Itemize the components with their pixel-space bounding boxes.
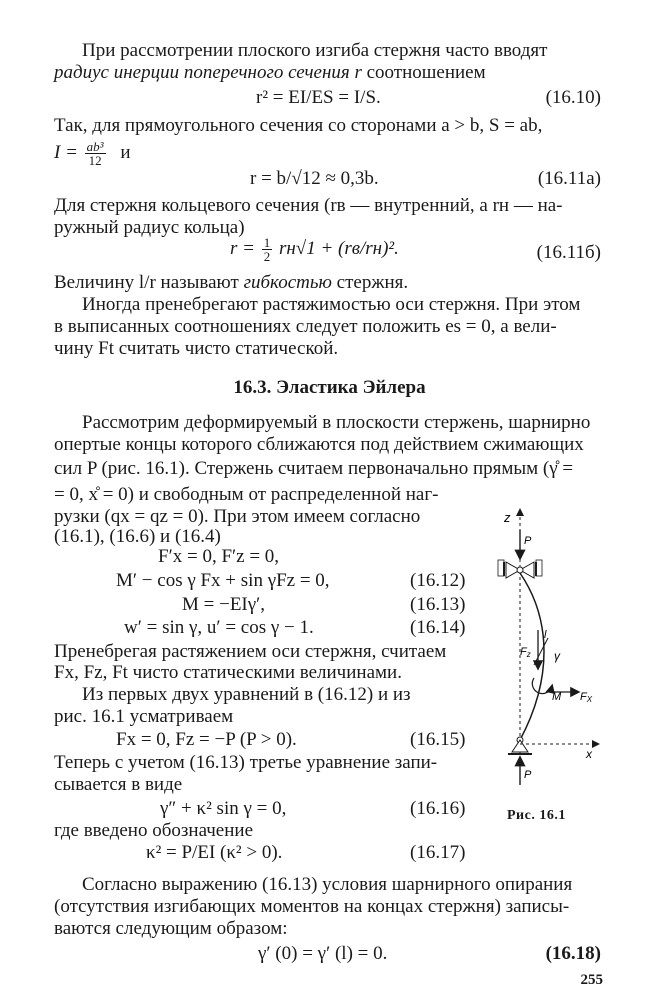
para10-line1: Согласно выражению (16.13) условия шарнирного опирания	[82, 874, 573, 895]
para2-line2	[54, 140, 130, 166]
fraction-ab3-12	[85, 140, 106, 167]
para5-line1: Иногда пренебрегают растяжимостью оси стержня. При этом	[82, 294, 581, 315]
para4-line	[54, 272, 408, 294]
para1-line2-rest: соотношением	[361, 62, 486, 83]
para4-post: стержня.	[331, 272, 409, 293]
top-hinge-pin	[517, 567, 523, 573]
fraction-numerator: 1	[263, 235, 271, 250]
para4-pre: Величину l/r называют	[54, 272, 244, 293]
section-heading: 16.3. Эластика Эйлера	[233, 377, 426, 398]
bottom-force-label: P	[524, 769, 532, 781]
para7-line2: Fx, Fz, Ft чисто статическими величинами.	[54, 662, 402, 683]
para9-line1: где введено обозначение	[54, 820, 253, 841]
para6-line4: = 0, x̊ = 0) и свободным от распределенной наг-	[54, 484, 439, 505]
bottom-support	[512, 740, 528, 752]
z-axis-label: z	[504, 510, 511, 525]
equation-number-16-15: (16.15)	[410, 729, 466, 750]
para6-line5: рузки (qx = qz = 0). При этом имеем согласно	[54, 506, 421, 527]
figure-16-1	[490, 500, 610, 800]
para7-line1: Пренебрегая растяжением оси стержня, считаем	[54, 641, 447, 662]
para8-line2: сывается в виде	[54, 774, 183, 795]
para6-line1: Рассмотрим деформируемый в плоскости стержень, шарнирно	[82, 412, 591, 433]
equation-number-16-18: (16.18)	[545, 943, 601, 964]
para6-line3: сил P (рис. 16.1). Стержень считаем первоначально прямым (γ̊ =	[54, 458, 574, 479]
equation-number-16-11a: (16.11а)	[537, 168, 601, 189]
term-slenderness: гибкостью	[243, 272, 332, 293]
equation-derivatives: F′x = 0, F′z = 0,	[158, 546, 280, 567]
top-force-label: P	[524, 535, 532, 547]
para3-line1: Для стержня кольцевого сечения (rв — внутренний, а rн — на-	[54, 195, 563, 216]
eq-11b-lhs: r =	[230, 237, 255, 259]
para2-line1: Так, для прямоугольного сечения со сторонами a > b, S = ab,	[54, 115, 543, 136]
para7-line4: рис. 16.1 усматриваем	[54, 706, 234, 727]
para7-line3: Из первых двух уравнений в (16.12) и из	[82, 684, 411, 705]
para6-line6: (16.1), (16.6) и (16.4)	[54, 526, 221, 547]
page-number: 255	[580, 972, 603, 988]
fraction-denominator: 2	[263, 249, 271, 264]
fraction-numerator: ab³	[86, 139, 104, 154]
length-label: l	[544, 629, 547, 641]
fx-label: FX	[580, 691, 593, 704]
equation-16-15: Fx = 0, Fz = −P (P > 0).	[116, 729, 297, 750]
equation-16-11a: r = b/√12 ≈ 0,3b.	[250, 168, 379, 189]
para10-line3: ваются следующим образом:	[54, 918, 288, 939]
eq-11b-rhs: rн√1 + (rв/rн)².	[278, 237, 399, 259]
equation-number-16-17: (16.17)	[410, 842, 466, 863]
para2-and: и	[120, 141, 131, 163]
para8-line1: Теперь с учетом (16.13) третье уравнение запи-	[54, 752, 438, 773]
equation-number-16-14: (16.14)	[410, 617, 466, 638]
gamma-label: γ	[554, 649, 560, 663]
para3-line2: ружный радиус кольца)	[54, 217, 245, 238]
para1-line2	[54, 62, 486, 84]
equation-16-11b	[230, 236, 399, 266]
x-axis-label: x	[586, 747, 592, 761]
equation-16-16: γ″ + κ² sin γ = 0,	[160, 798, 287, 819]
equation-16-13: M = −EIγ′,	[182, 594, 266, 615]
term-radius-of-gyration: радиус инерции поперечного сечения r	[54, 62, 362, 83]
para10-line2: (отсутствия изгибающих моментов на концах стержня) записы-	[54, 896, 570, 917]
fz-label: Fz	[520, 646, 531, 659]
fraction-one-half	[262, 236, 273, 263]
para5-line3: чину Ft считать чисто статической.	[54, 338, 339, 359]
fraction-denominator: 12	[88, 153, 102, 168]
para1-line1: При рассмотрении плоского изгиба стержня часто вводят	[82, 40, 548, 61]
para2-i-lhs: I =	[54, 141, 78, 163]
tangent-line	[534, 638, 548, 665]
equation-16-14: w′ = sin γ, u′ = cos γ − 1.	[124, 617, 314, 638]
para5-line2: в выписанных соотношениях следует положить es = 0, а вели-	[54, 316, 557, 337]
equation-16-17: κ² = P/EI (κ² > 0).	[146, 842, 283, 863]
equation-number-16-16: (16.16)	[410, 798, 466, 819]
para6-line2: опертые концы которого сближаются под действием сжимающих	[54, 434, 584, 455]
equation-number-16-13: (16.13)	[410, 594, 466, 615]
moment-label: M	[552, 691, 562, 703]
equation-number-16-10: (16.10)	[545, 87, 601, 108]
equation-number-16-12: (16.12)	[410, 570, 466, 591]
equation-16-12: M′ − cos γ Fx + sin γFz = 0,	[116, 570, 330, 591]
figure-caption: Рис. 16.1	[507, 808, 566, 823]
equation-number-16-11b: (16.11б)	[536, 242, 601, 263]
equation-16-18: γ′ (0) = γ′ (l) = 0.	[258, 943, 388, 964]
equation-16-10: r² = EI/ES = I/S.	[256, 87, 381, 108]
